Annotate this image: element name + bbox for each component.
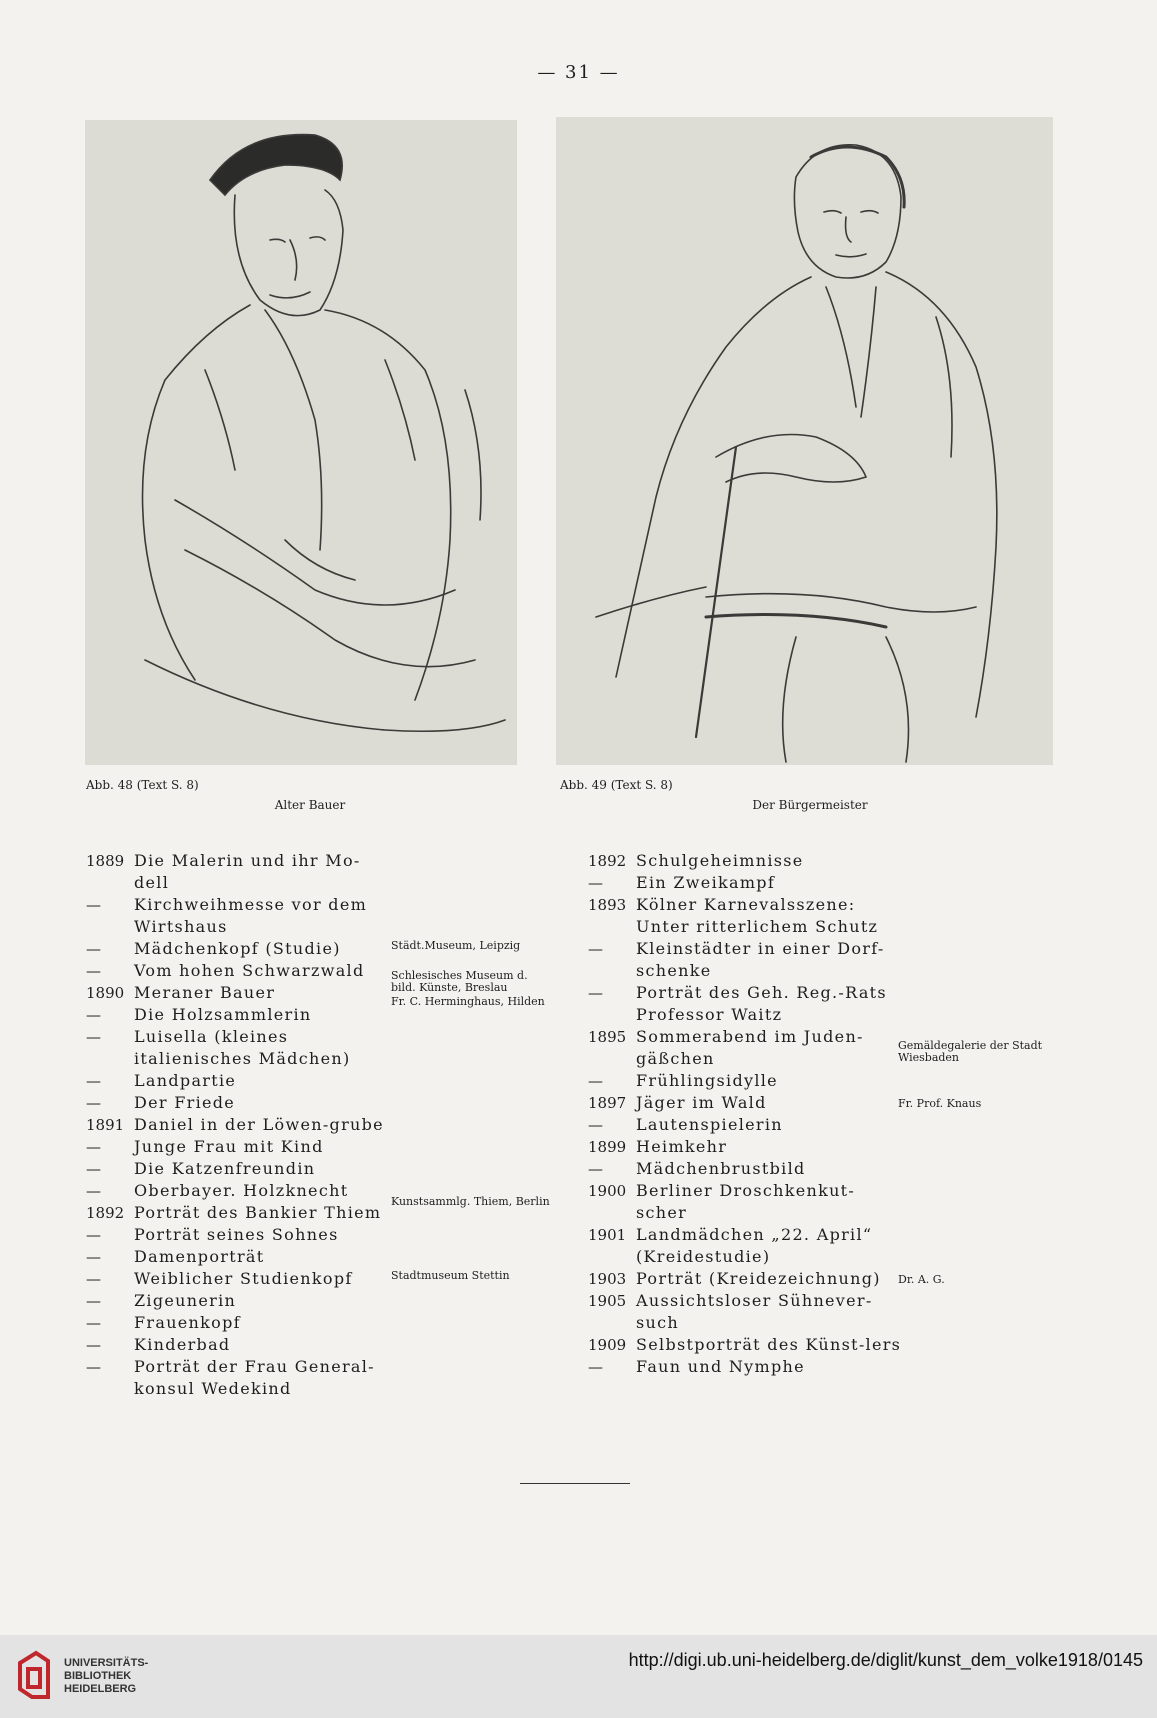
entry-year: — bbox=[86, 1072, 101, 1090]
entry-year: 1900 bbox=[588, 1182, 627, 1200]
entry-year: — bbox=[86, 1358, 101, 1376]
entry-title: Die Malerin und ihr Mo-dell bbox=[134, 851, 361, 892]
entry-year: 1889 bbox=[86, 852, 125, 870]
entry-title: Oberbayer. Holzknecht bbox=[134, 1181, 349, 1200]
entry-year: 1892 bbox=[588, 852, 627, 870]
entry-year: 1905 bbox=[588, 1292, 627, 1310]
list-entry bbox=[86, 1195, 566, 1224]
entry-year: — bbox=[588, 1160, 603, 1178]
entry-title: Mädchenkopf (Studie) bbox=[134, 939, 341, 958]
list-entry bbox=[588, 1158, 1078, 1180]
logo-line-2: BIBLIOTHEK bbox=[64, 1670, 132, 1682]
entry-year: — bbox=[588, 1116, 603, 1134]
entry-title: Lautenspielerin bbox=[636, 1115, 783, 1134]
source-url-link[interactable]: http://digi.ub.uni-heidelberg.de/diglit/kunst_dem_volke1918/0145 bbox=[628, 1650, 1143, 1670]
entry-year: — bbox=[86, 1270, 101, 1288]
entry-title: Porträt seines Sohnes bbox=[134, 1225, 339, 1244]
footer-bar bbox=[0, 1635, 1157, 1718]
list-entry bbox=[588, 894, 1078, 938]
list-entry bbox=[86, 995, 566, 1026]
list-entry bbox=[86, 1092, 566, 1114]
figure-48-image bbox=[85, 120, 517, 765]
list-entry bbox=[588, 1070, 1078, 1092]
end-rule bbox=[520, 1483, 630, 1484]
entry-year: 1893 bbox=[588, 896, 627, 914]
entry-title: Junge Frau mit Kind bbox=[134, 1137, 324, 1156]
entry-title: Sommerabend im Juden-gäßchen bbox=[636, 1027, 864, 1068]
entry-title: Porträt (Kreidezeichnung) bbox=[636, 1269, 881, 1288]
library-logo-text bbox=[64, 1657, 148, 1696]
list-entry bbox=[588, 1136, 1078, 1158]
entry-year: — bbox=[588, 984, 603, 1002]
entry-title: Kleinstädter in einer Dorf-schenke bbox=[636, 939, 885, 980]
entry-title: Faun und Nymphe bbox=[636, 1357, 805, 1376]
entry-title: Zigeunerin bbox=[134, 1291, 237, 1310]
entry-location: Kunstsammlg. Thiem, Berlin bbox=[391, 1195, 550, 1208]
entry-location: Städt.Museum, Leipzig bbox=[391, 939, 521, 952]
entry-title: Landpartie bbox=[134, 1071, 237, 1090]
entry-year: — bbox=[86, 1336, 101, 1354]
entry-title: Porträt des Bankier Thiem bbox=[134, 1203, 382, 1222]
entry-year: — bbox=[588, 874, 603, 892]
list-entry bbox=[588, 1356, 1078, 1378]
list-entry bbox=[86, 894, 566, 938]
list-entry bbox=[86, 1070, 566, 1092]
list-entry bbox=[588, 1334, 1078, 1356]
entry-title: Ein Zweikampf bbox=[636, 873, 776, 892]
figure-49-label: Abb. 49 (Text S. 8) bbox=[560, 778, 673, 792]
entry-title: Damenporträt bbox=[134, 1247, 265, 1266]
entry-year: — bbox=[86, 1006, 101, 1024]
entry-year: — bbox=[86, 1182, 101, 1200]
entry-year: — bbox=[86, 1292, 101, 1310]
figure-49-image bbox=[556, 117, 1053, 765]
page-number: — 31 — bbox=[537, 62, 620, 83]
list-entry bbox=[86, 1268, 566, 1290]
entry-title: Die Holzsammlerin bbox=[134, 1005, 312, 1024]
entry-title: Der Friede bbox=[134, 1093, 236, 1112]
entry-year: 1892 bbox=[86, 1204, 125, 1222]
entry-title: Frauenkopf bbox=[134, 1313, 241, 1332]
entry-title: Porträt des Geh. Reg.-Rats Professor Waitz bbox=[636, 983, 887, 1024]
entry-title: Kinderbad bbox=[134, 1335, 231, 1354]
entry-title: Daniel in der Löwen-grube bbox=[134, 1115, 384, 1134]
figure-49-sketch bbox=[556, 117, 1053, 765]
entry-year: — bbox=[86, 940, 101, 958]
entry-year: — bbox=[588, 1358, 603, 1376]
list-entry bbox=[588, 982, 1078, 1026]
list-entry bbox=[86, 850, 566, 894]
entry-title: Die Katzenfreundin bbox=[134, 1159, 316, 1178]
entry-year: — bbox=[86, 896, 101, 914]
list-entry bbox=[86, 1312, 566, 1334]
entry-year: 1901 bbox=[588, 1226, 627, 1244]
entry-year: — bbox=[86, 1248, 101, 1266]
entry-year: 1897 bbox=[588, 1094, 627, 1112]
entry-location: Fr. C. Herminghaus, Hilden bbox=[391, 995, 545, 1008]
list-entry bbox=[588, 1114, 1078, 1136]
entry-location: Dr. A. G. bbox=[898, 1273, 945, 1286]
entry-year: — bbox=[86, 962, 101, 980]
figure-48-label: Abb. 48 (Text S. 8) bbox=[86, 778, 199, 792]
entry-year: 1903 bbox=[588, 1270, 627, 1288]
entry-year: 1895 bbox=[588, 1028, 627, 1046]
logo-line-1: UNIVERSITÄTS- bbox=[64, 1657, 149, 1669]
entry-year: — bbox=[588, 940, 603, 958]
entry-title: Mädchenbrustbild bbox=[636, 1159, 806, 1178]
list-entry bbox=[86, 1224, 566, 1246]
entry-location: Schlesisches Museum d. bild. Künste, Breslau bbox=[391, 969, 528, 994]
entry-year: — bbox=[588, 1072, 603, 1090]
list-entry bbox=[588, 1268, 1078, 1290]
entry-year: 1909 bbox=[588, 1336, 627, 1354]
entry-title: Jäger im Wald bbox=[636, 1093, 767, 1112]
list-entry bbox=[588, 872, 1078, 894]
entry-title: Landmädchen „22. April“ (Kreidestudie) bbox=[636, 1225, 873, 1266]
entry-title: Aussichtsloser Sühnever-such bbox=[636, 1291, 873, 1332]
list-entry bbox=[588, 1290, 1078, 1334]
entry-year: — bbox=[86, 1028, 101, 1046]
list-entry bbox=[86, 1246, 566, 1268]
entry-title: Porträt der Frau General-konsul Wedekind bbox=[134, 1357, 375, 1398]
entry-year: — bbox=[86, 1160, 101, 1178]
library-logo-icon[interactable] bbox=[14, 1647, 54, 1703]
entry-title: Meraner Bauer bbox=[134, 983, 276, 1002]
entry-location: Stadtmuseum Stettin bbox=[391, 1269, 510, 1282]
list-entry bbox=[86, 938, 566, 960]
list-entry bbox=[86, 1334, 566, 1356]
entry-year: — bbox=[86, 1314, 101, 1332]
figure-49-title: Der Bürgermeister bbox=[752, 798, 868, 812]
list-entry bbox=[588, 1224, 1078, 1268]
list-entry bbox=[86, 1114, 566, 1136]
list-entry bbox=[86, 1136, 566, 1158]
logo-line-3: HEIDELBERG bbox=[64, 1683, 137, 1695]
entry-title: Schulgeheimnisse bbox=[636, 851, 804, 870]
entry-title: Frühlingsidylle bbox=[636, 1071, 778, 1090]
entry-title: Heimkehr bbox=[636, 1137, 728, 1156]
list-entry bbox=[86, 1356, 566, 1400]
entry-location: Gemäldegalerie der Stadt Wiesbaden bbox=[898, 1039, 1043, 1064]
list-entry bbox=[588, 938, 1078, 982]
entry-title: Selbstporträt des Künst-lers bbox=[636, 1335, 902, 1354]
entry-year: 1891 bbox=[86, 1116, 125, 1134]
entry-location: Fr. Prof. Knaus bbox=[898, 1097, 982, 1110]
entry-title: Kirchweihmesse vor dem Wirtshaus bbox=[134, 895, 368, 936]
list-entry bbox=[588, 1026, 1078, 1070]
entry-title: Berliner Droschkenkut-scher bbox=[636, 1181, 856, 1222]
works-list-right bbox=[588, 850, 1078, 1378]
entry-title: Weiblicher Studienkopf bbox=[134, 1269, 353, 1288]
entry-year: — bbox=[86, 1138, 101, 1156]
entry-year: 1890 bbox=[86, 984, 125, 1002]
entry-year: — bbox=[86, 1094, 101, 1112]
entry-title: Luisella (kleines italienisches Mädchen) bbox=[134, 1027, 351, 1068]
list-entry bbox=[86, 1026, 566, 1070]
list-entry bbox=[86, 1290, 566, 1312]
entry-year: 1899 bbox=[588, 1138, 627, 1156]
works-list-left bbox=[86, 850, 566, 1400]
list-entry bbox=[588, 1180, 1078, 1224]
list-entry bbox=[588, 1092, 1078, 1114]
entry-title: Vom hohen Schwarzwald bbox=[134, 961, 365, 980]
list-entry bbox=[86, 1158, 566, 1180]
entry-year: — bbox=[86, 1226, 101, 1244]
list-entry bbox=[588, 850, 1078, 872]
entry-title: Kölner Karnevalsszene: Unter ritterlichem Schutz bbox=[636, 895, 879, 936]
figure-48-title: Alter Bauer bbox=[274, 798, 346, 812]
figure-48-sketch bbox=[85, 120, 517, 765]
